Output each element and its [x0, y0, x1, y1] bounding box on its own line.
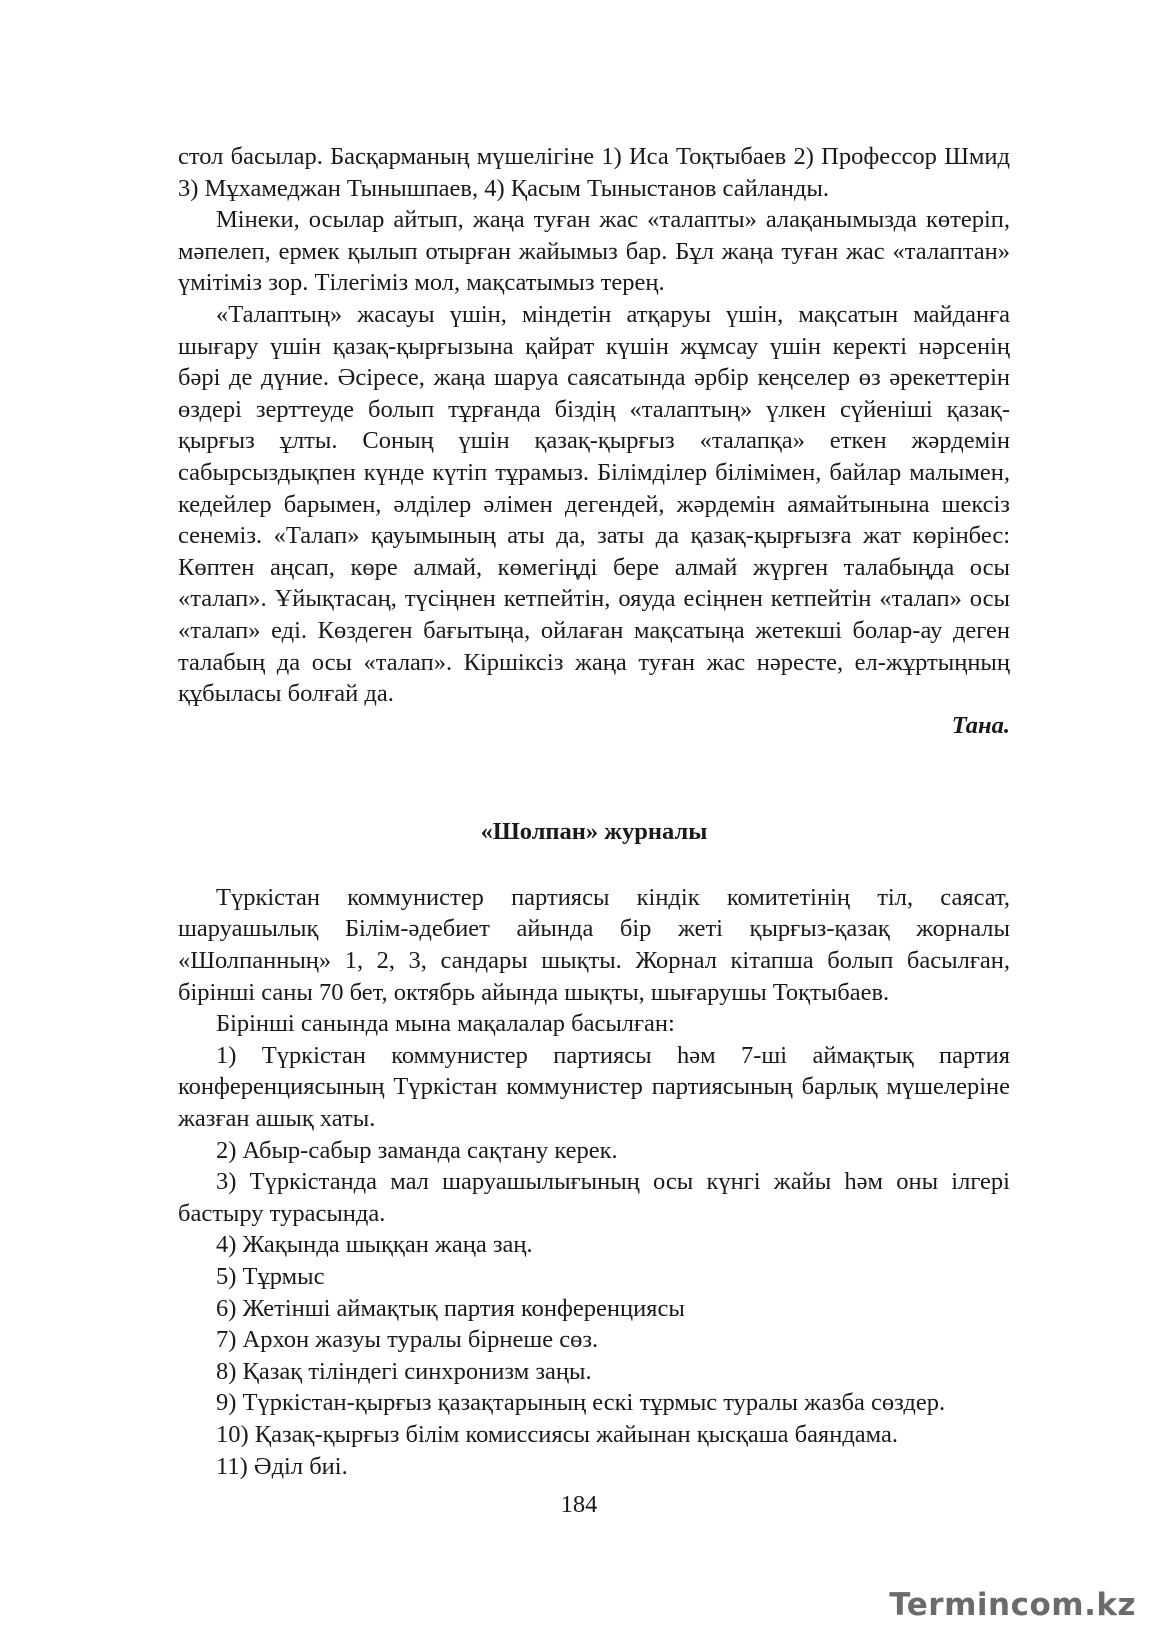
list-item: 6) Жетінші аймақтық партия конференциясы [216, 1294, 685, 1322]
list-item: 3) Түркістанда мал шаруашылығының осы күнгі жайы һәм оны ілгері бастыру турасында. [178, 1168, 1010, 1227]
section-title: «Шолпан» журналы [480, 818, 708, 846]
paragraph: Бірінші санында мына мақалалар басылған: [216, 1010, 675, 1038]
page-number: 184 [560, 1491, 598, 1518]
paragraph: «Талаптың» жасауы үшін, міндетін атқаруы үшін, мақсатын майданға шығару үшін қазақ-қырғызына қайрат күшін жұмсау үшін керекті нәрсенің бәрі де дүние. Әсіресе, жаңа шаруа саясатында әрбір кеңселер өз әрекеттерін өздері зерттеуде болып тұрғанда біздің «талаптың» үлкен сүйеніші қазақ-қырғыз ұлты. Соның үшін қазақ-қырғыз «талапқа» еткен жәрдемін сабырсыздықпен күнде күтіп тұрамыз. Білімділер білімімен, байлар малымен, кедейлер барымен, әлділер әлімен дегендей, жәрдемін аямайтынына шексіз сенеміз. «Талап» қауымының аты да, заты да қазақ-қырғызға жат көрінбес: Көптен аңсап, көре алмай, көмегіңді бере алмай жүрген талабыңда осы «талап». Ұйықтасаң, түсіңнен кетпейтін, ояуда есіңнен кетпейтін «талап» осы «талап» еді. Көздеген бағытыңа, ойлаған мақсатыңа жетекші болар-ау деген талабың да осы «талап». Кіршіксіз жаңа туған жас нәресте, ел-жұртыңның құбыласы болғай да. [178, 300, 1010, 708]
paragraph: стол басылар. Басқарманың мүшелігіне 1) Иса Тоқтыбаев 2) Профессор Шмид 3) Мұхамеджан Тынышпаев, 4) Қасым Тыныстанов сайланды. [178, 143, 1010, 202]
list-item: 2) Абыр-сабыр заманда сақтану керек. [216, 1136, 618, 1164]
list-item: 7) Архон жазуы туралы бірнеше сөз. [216, 1326, 599, 1354]
page-body [178, 141, 1010, 1482]
watermark-logo: Termincom.kz [889, 1587, 1136, 1623]
paragraph: Мінеки, осылар айтып, жаңа туған жас «талапты» алақанымызда көтеріп, мәпелеп, ермек қылып отырған жайымыз бар. Бұл жаңа туған жас «талаптан» үмітіміз зор. Тілегіміз мол, мақсатымыз терең. [178, 206, 1010, 297]
list-item: 1) Түркістан коммунистер партиясы һәм 7-ші аймақтық партия конференциясының Түркістан коммунистер партиясының барлық мүшелеріне жазған ашық хаты. [178, 1041, 1010, 1133]
article-list [178, 1040, 1010, 1482]
list-item: 4) Жақында шыққан жаңа заң. [216, 1231, 533, 1259]
list-item: 5) Тұрмыс [216, 1263, 325, 1290]
list-item: 10) Қазақ-қырғыз білім комиссиясы жайынан қысқаша баяндама. [216, 1420, 898, 1448]
list-item: 8) Қазақ тіліндегі синхронизм заңы. [216, 1357, 592, 1385]
list-item: 9) Түркістан-қырғыз қазақтарының ескі тұрмыс туралы жазба сөздер. [216, 1389, 946, 1417]
paragraph: Түркістан коммунистер партиясы кіндік комитетінің тіл, саясат, шаруашылық Білім-әдебиет айында бір жеті қырғыз-қазақ жорналы «Шолпанның» 1, 2, 3, сандары шықты. Жорнал кітапша болып басылған, бірінші саны 70 бет, октябрь айында шықты, шығарушы Тоқтыбаев. [178, 883, 1010, 1006]
list-item: 11) Әділ биі. [216, 1452, 348, 1480]
author-signature: Тана. [951, 711, 1010, 739]
